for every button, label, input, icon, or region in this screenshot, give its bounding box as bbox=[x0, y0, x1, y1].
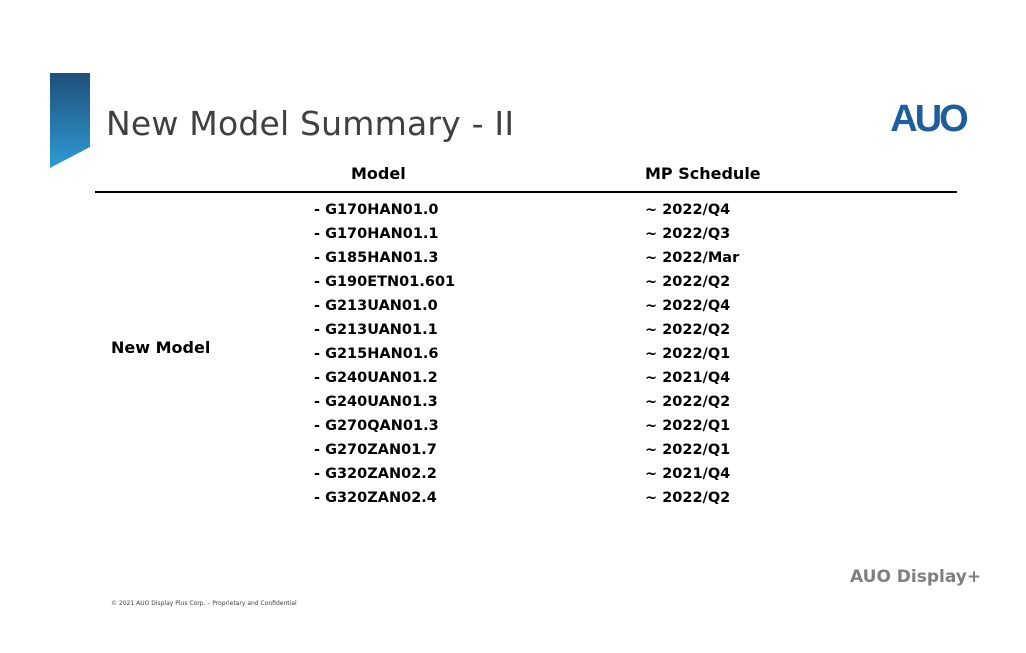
model-column-header: Model bbox=[351, 164, 406, 183]
header-divider bbox=[95, 191, 957, 193]
model-item: - G190ETN01.601 bbox=[314, 274, 456, 290]
copyright-footer: © 2021 AUO Display Plus Corp. – Proprietary and Confidential bbox=[111, 600, 297, 607]
model-item: - G240UAN01.2 bbox=[314, 370, 438, 386]
model-item: - G320ZAN02.2 bbox=[314, 466, 437, 482]
schedule-item: ~ 2022/Q2 bbox=[645, 394, 731, 410]
model-item: - G240UAN01.3 bbox=[314, 394, 438, 410]
new-model-row-label: New Model bbox=[111, 338, 211, 357]
model-item: - G170HAN01.1 bbox=[314, 226, 439, 242]
auo-display-brand: AUO Display+ bbox=[850, 567, 982, 587]
schedule-item: ~ 2022/Q4 bbox=[645, 298, 731, 314]
schedule-item: ~ 2022/Q3 bbox=[645, 226, 731, 242]
schedule-item: ~ 2022/Mar bbox=[645, 250, 740, 266]
model-item: - G320ZAN02.4 bbox=[314, 490, 437, 506]
auo-logo bbox=[884, 98, 972, 136]
schedule-list bbox=[645, 198, 739, 510]
schedule-item: ~ 2022/Q1 bbox=[645, 442, 731, 458]
model-item: - G185HAN01.3 bbox=[314, 250, 439, 266]
schedule-item: ~ 2022/Q1 bbox=[645, 418, 731, 434]
schedule-item: ~ 2021/Q4 bbox=[645, 370, 731, 386]
mp-schedule-column-header: MP Schedule bbox=[645, 164, 761, 183]
model-item: - G213UAN01.1 bbox=[314, 322, 438, 338]
model-item: - G215HAN01.6 bbox=[314, 346, 439, 362]
svg-text:AUO: AUO bbox=[890, 98, 966, 136]
model-list bbox=[314, 198, 455, 510]
model-item: - G270QAN01.3 bbox=[314, 418, 439, 434]
model-item: - G170HAN01.0 bbox=[314, 202, 439, 218]
model-item: - G213UAN01.0 bbox=[314, 298, 438, 314]
schedule-item: ~ 2022/Q2 bbox=[645, 322, 731, 338]
model-item: - G270ZAN01.7 bbox=[314, 442, 437, 458]
title-accent-bar bbox=[50, 73, 90, 168]
schedule-item: ~ 2022/Q4 bbox=[645, 202, 731, 218]
schedule-item: ~ 2021/Q4 bbox=[645, 466, 731, 482]
schedule-item: ~ 2022/Q2 bbox=[645, 490, 731, 506]
slide-title: New Model Summary - II bbox=[106, 104, 515, 143]
schedule-item: ~ 2022/Q2 bbox=[645, 274, 731, 290]
schedule-item: ~ 2022/Q1 bbox=[645, 346, 731, 362]
